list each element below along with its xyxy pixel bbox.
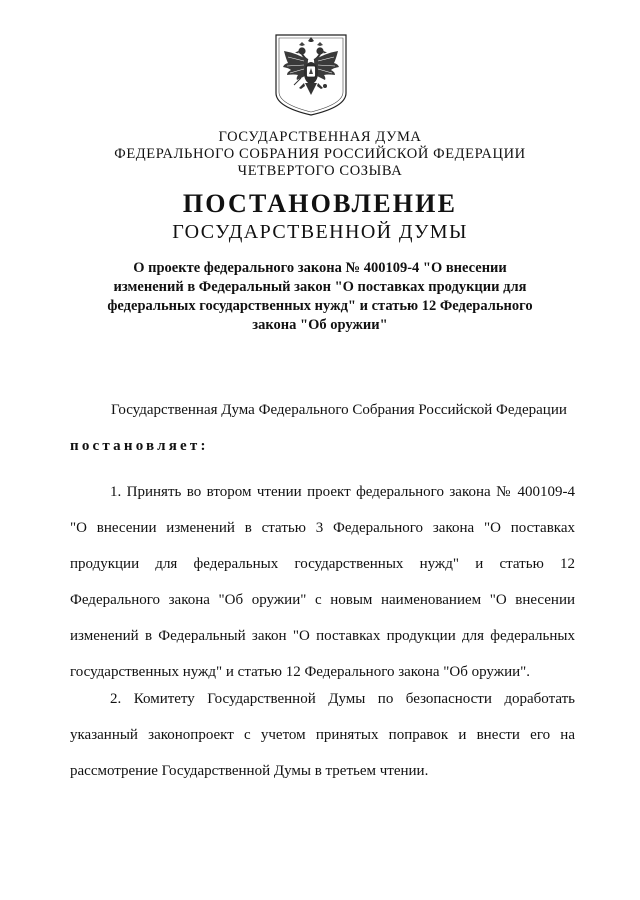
document-organ-title: ГОСУДАРСТВЕННОЙ ДУМЫ (172, 221, 468, 243)
double-headed-eagle-emblem-icon (274, 33, 348, 117)
issuer-line-federal-assembly: ФЕДЕРАЛЬНОГО СОБРАНИЯ РОССИЙСКОЙ ФЕДЕРАЦИИ (114, 146, 526, 162)
issuer-line-convocation: ЧЕТВЕРТОГО СОЗЫВА (237, 163, 403, 179)
resolution-paragraph-1 (70, 482, 575, 698)
subject-line: изменений в Федеральный закон "О поставках продукции для (113, 279, 527, 295)
issuer-line-state-duma: ГОСУДАРСТВЕННАЯ ДУМА (218, 129, 422, 145)
paragraph-line: рассмотрение Государственной Думы в третьем чтении. (70, 763, 429, 779)
paragraph-line: продукции для федеральных государственных нужд" и статью 12 (70, 556, 575, 572)
subject-line: федеральных государственных нужд" и статью 12 Федерального (107, 298, 533, 314)
subject-line: закона "Об оружии" (252, 317, 388, 333)
resolves-keyword: постановляет: (70, 438, 209, 454)
subject-line: О проекте федерального закона № 400109-4 "О внесении (133, 260, 507, 276)
paragraph-line: 2. Комитету Государственной Думы по безопасности доработать (110, 691, 575, 707)
paragraph-line: 1. Принять во втором чтении проект федерального закона № 400109-4 (110, 484, 575, 500)
resolution-paragraph-2 (70, 689, 575, 797)
document-subject (60, 259, 580, 335)
preamble-text: Государственная Дума Федерального Собрания Российской Федерации (111, 402, 567, 418)
paragraph-line: Федерального закона "Об оружии" с новым наименованием "О внесении (70, 592, 575, 608)
paragraph-line: изменений в Федеральный закон "О поставках продукции для федеральных (70, 628, 575, 644)
paragraph-line: "О внесении изменений в статью 3 Федерального закона "О поставках (70, 520, 575, 536)
paragraph-line: указанный законопроект с учетом принятых поправок и внести его на (70, 727, 575, 743)
document-type-title: ПОСТАНОВЛЕНИЕ (182, 189, 458, 218)
paragraph-line: государственных нужд" и статью 12 Федерального закона "Об оружии". (70, 664, 530, 680)
